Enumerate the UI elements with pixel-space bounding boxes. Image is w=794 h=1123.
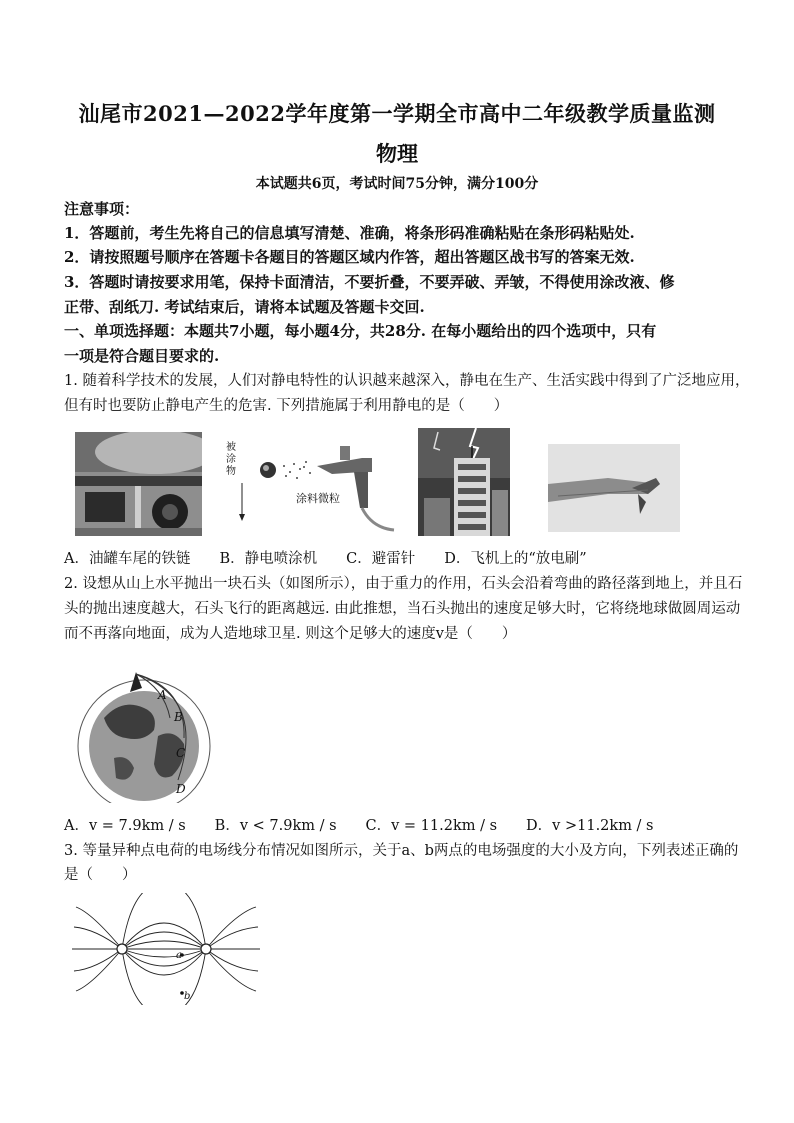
section-heading-cont: 一项是符合题目要求的.	[64, 347, 220, 365]
q3-stem-line2: 是（ ）	[64, 867, 137, 883]
path-label-b: B	[174, 710, 183, 724]
path-label-d: D	[176, 782, 186, 796]
q2-stem-line3: 而不再落向地面，成为人造地球卫星. 则这个足够大的速度v是（ ）	[64, 626, 517, 642]
subject-title: 物理	[376, 141, 418, 166]
lightning-rod-photo	[418, 428, 510, 536]
electrostatic-spray-diagram	[222, 438, 404, 538]
q2-stem-line2: 头的抛出速度越大，石头飞行的距离越远. 由此推想，当石头抛出的速度足够大时，它将绕地球做圆周运动	[64, 601, 741, 617]
exam-info: 本试题共6页，考试时间75分钟，满分100分	[255, 176, 539, 192]
notes-heading: 注意事项：	[64, 200, 140, 218]
point-label-b: b	[184, 991, 191, 1002]
point-label-a: a	[176, 950, 182, 961]
airplane-discharge-brush-photo	[548, 444, 680, 532]
q3-stem-line1: 3. 等量异种点电荷的电场线分布情况如图所示，关于a、b两点的电场强度的大小及方向，下列表述正确的	[64, 843, 739, 859]
q2-options: A．v = 7.9km / s B．v < 7.9km / s C．v = 11.2km / s D．v >11.2km / s	[64, 818, 654, 834]
path-label-c: C	[176, 746, 186, 760]
note-item-3: 3．答题时请按要求用笔，保持卡面清洁，不要折叠，不要弄破、弄皱，不得使用涂改液、修	[64, 273, 675, 291]
q2-stem-line1: 2. 设想从山上水平抛出一块石头（如图所示），由于重力的作用，石头会沿着弯曲的路径落到地上，并且石	[64, 576, 743, 592]
note-item-2: 2．请按照题号顺序在答题卡各题目的答题区域内作答，超出答题区战书写的答案无效.	[64, 248, 635, 266]
q1-stem-line2: 但有时也要防止静电产生的危害. 下列措施属于利用静电的是（ ）	[64, 398, 509, 414]
dipole-field-lines-figure	[72, 893, 260, 1005]
section-heading: 一、单项选择题：本题共7小题，每小题4分，共28分. 在每小题给出的四个选项中，只有	[64, 322, 657, 340]
note-item-3-cont: 正带、刮纸刀. 考试结束后，请将本试题及答题卡交回.	[64, 298, 425, 316]
sprayed-object-label: 被涂物	[226, 442, 236, 477]
q1-stem-line1: 1. 随着科学技术的发展，人们对静电特性的认识越来越深入，静电在生产、生活实践中得到了广泛地应用，	[64, 373, 750, 389]
path-label-a: A	[158, 688, 167, 702]
paint-particles-label: 涂料微粒	[296, 492, 340, 505]
q1-options: A．油罐车尾的铁链 B．静电喷涂机 C．避雷针 D．飞机上的“放电刷”	[64, 551, 587, 567]
exam-title: 汕尾市2021—2022学年度第一学期全市高中二年级教学质量监测	[78, 101, 716, 126]
earth-projectile-figure	[74, 658, 214, 803]
tanker-truck-photo	[75, 432, 202, 536]
note-item-1: 1．答题前，考生先将自己的信息填写清楚、准确，将条形码准确粘贴在条形码粘贴处.	[64, 224, 635, 242]
